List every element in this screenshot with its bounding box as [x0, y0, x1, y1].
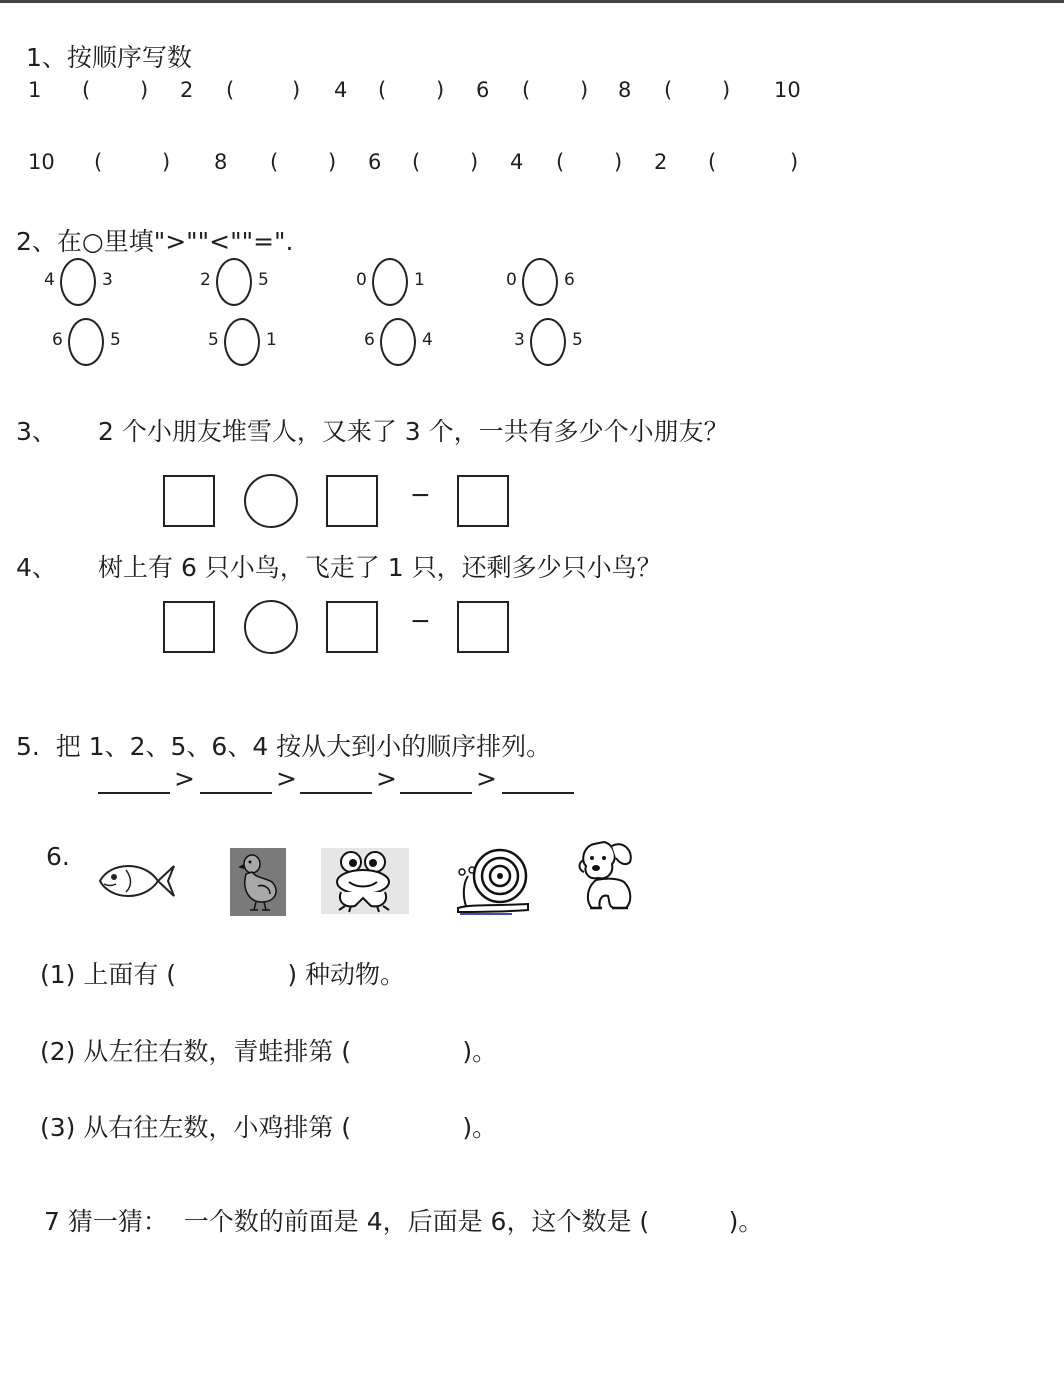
q3-text: 2 个小朋友堆雪人，又来了 3 个，一共有多少个小朋友？ — [98, 417, 729, 446]
q3-operator-circle[interactable] — [244, 474, 298, 528]
q7-text: 7 猜一猜： 一个数的前面是 4，后面是 6，这个数是 ( )。 — [44, 1207, 764, 1236]
q1-row2-number-3: 8 — [214, 150, 228, 174]
q4-box-answer[interactable] — [457, 601, 509, 653]
q2-left-number-6: 6 — [364, 330, 375, 350]
q1-row2-number-6: 6 — [368, 150, 382, 174]
q5-greater-than-0: > — [174, 764, 195, 793]
q1-row2-paren-7: ( — [412, 150, 421, 174]
q6-sub1: (1) 上面有 ( ) 种动物。 — [40, 960, 406, 989]
q1-row1-paren-2: ) — [140, 78, 149, 102]
q2-right-number-0: 3 — [102, 270, 113, 290]
q1-row2-paren-8: ) — [470, 150, 479, 174]
q2-title: 2、在○里填">""<""=". — [16, 227, 294, 256]
q1-row2-paren-11: ) — [614, 150, 623, 174]
q1-row1-paren-11: ) — [580, 78, 589, 102]
q2-answer-oval-0[interactable] — [60, 258, 96, 306]
q2-left-number-7: 3 — [514, 330, 525, 350]
q1-row1-paren-4: ( — [226, 78, 235, 102]
frog-icon — [321, 848, 409, 914]
q1-row1-number-12: 8 — [618, 78, 632, 102]
q2-right-number-7: 5 — [572, 330, 583, 350]
q2-left-number-3: 0 — [506, 270, 517, 290]
chick-icon — [230, 848, 286, 916]
q1-row1-paren-13: ( — [664, 78, 673, 102]
q2-answer-oval-3[interactable] — [522, 258, 558, 306]
q4-text: 树上有 6 只小鸟，飞走了 1 只，还剩多少只小鸟？ — [98, 553, 662, 582]
q1-row1-paren-5: ) — [292, 78, 301, 102]
fish-icon — [96, 856, 178, 906]
q1-row1-paren-10: ( — [522, 78, 531, 102]
q5-blank-1[interactable] — [200, 792, 272, 794]
q1-row2-number-0: 10 — [28, 150, 55, 174]
q2-left-number-1: 2 — [200, 270, 211, 290]
q4-box-1[interactable] — [163, 601, 215, 653]
q2-right-number-3: 6 — [564, 270, 575, 290]
q2-left-number-2: 0 — [356, 270, 367, 290]
q2-left-number-0: 4 — [44, 270, 55, 290]
q3-number: 3、 — [16, 417, 57, 446]
q2-answer-oval-6[interactable] — [380, 318, 416, 366]
q2-right-number-4: 5 — [110, 330, 121, 350]
q5-blank-4[interactable] — [502, 792, 574, 794]
q2-answer-oval-2[interactable] — [372, 258, 408, 306]
q3-box-answer[interactable] — [457, 475, 509, 527]
q4-box-2[interactable] — [326, 601, 378, 653]
q6-sub3: (3) 从右往左数，小鸡排第 ( )。 — [40, 1113, 498, 1142]
q1-row1-number-9: 6 — [476, 78, 490, 102]
q4-operator-circle[interactable] — [244, 600, 298, 654]
q4-number: 4、 — [16, 553, 57, 582]
q2-answer-oval-7[interactable] — [530, 318, 566, 366]
q5-greater-than-3: > — [476, 764, 497, 793]
q1-row1-number-15: 10 — [774, 78, 801, 102]
q1-row1-number-3: 2 — [180, 78, 194, 102]
q3-box-1[interactable] — [163, 475, 215, 527]
q2-right-number-5: 1 — [266, 330, 277, 350]
top-rule — [0, 0, 1064, 3]
q2-left-number-5: 5 — [208, 330, 219, 350]
q1-row1-number-0: 1 — [28, 78, 42, 102]
q2-right-number-1: 5 — [258, 270, 269, 290]
q5-greater-than-1: > — [276, 764, 297, 793]
q1-row1-number-6: 4 — [334, 78, 348, 102]
dog-icon — [576, 836, 640, 914]
q6-number: 6. — [46, 842, 70, 871]
q5-text: 5. 把 1、2、5、6、4 按从大到小的顺序排列。 — [16, 732, 552, 761]
q2-right-number-6: 4 — [422, 330, 433, 350]
q4-equals-sign: − — [410, 606, 431, 635]
q5-blank-2[interactable] — [300, 792, 372, 794]
q1-row2-paren-5: ) — [328, 150, 337, 174]
snail-icon — [452, 842, 532, 916]
q1-row2-paren-10: ( — [556, 150, 565, 174]
q1-row2-paren-2: ) — [162, 150, 171, 174]
q3-equals-sign: − — [410, 480, 431, 509]
q1-row2-number-12: 2 — [654, 150, 668, 174]
q1-row1-paren-8: ) — [436, 78, 445, 102]
q2-left-number-4: 6 — [52, 330, 63, 350]
q1-row1-paren-14: ) — [722, 78, 731, 102]
q1-row1-paren-1: ( — [82, 78, 91, 102]
q1-row1-paren-7: ( — [378, 78, 387, 102]
q1-row2-paren-14: ) — [790, 150, 799, 174]
q2-right-number-2: 1 — [414, 270, 425, 290]
q5-greater-than-2: > — [376, 764, 397, 793]
q1-row2-number-9: 4 — [510, 150, 524, 174]
q2-answer-oval-5[interactable] — [224, 318, 260, 366]
q5-blank-0[interactable] — [98, 792, 170, 794]
q1-row2-paren-1: ( — [94, 150, 103, 174]
q1-title: 1、按顺序写数 — [26, 43, 192, 72]
q2-answer-oval-1[interactable] — [216, 258, 252, 306]
q2-answer-oval-4[interactable] — [68, 318, 104, 366]
q5-blank-3[interactable] — [400, 792, 472, 794]
q6-sub2: (2) 从左往右数，青蛙排第 ( )。 — [40, 1037, 498, 1066]
q3-box-2[interactable] — [326, 475, 378, 527]
q1-row2-paren-4: ( — [270, 150, 279, 174]
q1-row2-paren-13: ( — [708, 150, 717, 174]
